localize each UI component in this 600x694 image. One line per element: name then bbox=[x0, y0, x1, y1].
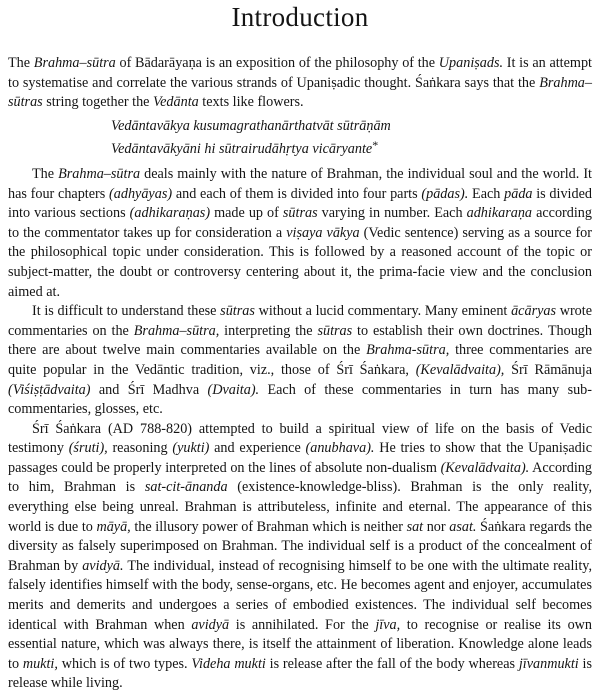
verse-line-1: Vedāntavākya kusumagrathanārthatvāt sūtrāṇām bbox=[111, 117, 391, 134]
italic-term: sat bbox=[406, 518, 424, 535]
text-run: Śrī Śaṅkara (AD 788-820) attempted to build a spiritual view of life on the basis of Vedic testimony bbox=[8, 420, 592, 457]
text-run: Each bbox=[468, 185, 505, 202]
paragraph-1 bbox=[8, 54, 592, 113]
italic-term: avidyā. bbox=[82, 557, 124, 574]
paragraph-4 bbox=[8, 420, 592, 694]
italic-term: jīvanmukti bbox=[518, 655, 579, 672]
text-run: is release after the fall of the body whereas bbox=[265, 655, 519, 672]
italic-term: Upaniṣads. bbox=[438, 55, 504, 71]
italic-term: jīva, bbox=[375, 616, 401, 633]
text-run: interpreting the bbox=[219, 322, 318, 339]
text-run: without a lucid commentary. Many eminent bbox=[254, 303, 512, 320]
italic-term: sat-cit-ānanda bbox=[144, 479, 228, 496]
italic-term: pāda bbox=[504, 185, 533, 202]
italic-term: sūtras bbox=[220, 303, 255, 320]
italic-term: asat. bbox=[449, 518, 477, 535]
text-run: deals mainly with the nature of Brahman, the individual soul and the world. It has four chapters bbox=[8, 165, 593, 202]
italic-term: ācāryas bbox=[511, 303, 556, 320]
text-run: nor bbox=[423, 518, 450, 535]
text-run: varying in number. Each bbox=[317, 205, 467, 222]
verse-line-2 bbox=[111, 136, 592, 160]
text-run: (Vedic sentence) serving as a source for the philosophical topic under consideration. This is followed by a reasoned account of the topic or subject-matter, the doubt or controversy centering about it, the prima-facie view and the conclusion aimed at. bbox=[8, 224, 592, 300]
text-run: Each of these commentaries in turn has many sub- commentaries, glosses, etc. bbox=[8, 381, 592, 418]
italic-term: adhikaraṇa bbox=[466, 205, 533, 222]
italic-term: (adhikaraṇas) bbox=[129, 205, 211, 222]
italic-term: (adhyāyas) bbox=[109, 185, 173, 202]
italic-term: sūtras bbox=[282, 205, 318, 222]
text-run: It is an attempt to systematise and correlate the various strands of Upaniṣadic thought. Śaṅkara says that the bbox=[8, 55, 592, 91]
verse-line-2-text: Vedāntavākyāni hi sūtrairudāhṛtya vicāryante bbox=[111, 141, 373, 158]
italic-term: (Viśiṣṭādvaita) bbox=[8, 381, 91, 398]
italic-term: Brahma–sūtra bbox=[33, 55, 116, 71]
text-run: reasoning bbox=[107, 440, 173, 457]
body-text bbox=[8, 54, 592, 694]
text-run: and experience bbox=[209, 440, 306, 457]
italic-term: sūtras bbox=[317, 322, 353, 339]
text-run: Śrī Rāmānuja bbox=[504, 361, 593, 378]
italic-term: Brahma–sūtra, bbox=[133, 322, 220, 339]
text-run: is annihilated. For the bbox=[229, 616, 376, 633]
text-run: The individual, instead of recognising himself to be one with the ultimate reality, falsely identifies himself with the body, sense-organs, etc. He becomes agent and enjoyer, accumulates merits and demerits and undergoes a series of embodied existences. The individual self becomes identical with Brahman when bbox=[8, 557, 593, 633]
italic-term: Brahma–sūtras bbox=[8, 74, 592, 111]
text-run: He tries to show that the Upaniṣadic passages could be properly interpreted on the lines of absolute non-dualism bbox=[8, 440, 592, 476]
text-run: texts like flowers. bbox=[198, 94, 304, 111]
text-run: (existence-knowledge-bliss). Brahman is the only reality, everything else being unreal. Brahman is attributeless, infinite and eternal. The appearance of this world is due to bbox=[8, 479, 593, 535]
text-run: and each of them is divided into four parts bbox=[172, 185, 422, 202]
italic-term: Vedānta bbox=[153, 94, 199, 111]
text-run: three commentaries are quite popular in the Vedāntic tradition, viz., those of Śrī Śaṅkara, bbox=[8, 342, 592, 378]
italic-term: (pādas). bbox=[421, 185, 469, 202]
page-title: Introduction bbox=[231, 2, 369, 32]
paragraph-2 bbox=[8, 165, 592, 302]
text-run: and Śrī Madhva bbox=[90, 381, 208, 398]
text-run: The bbox=[8, 55, 34, 71]
text-run: made up of bbox=[210, 205, 283, 222]
italic-term: (Kevalādvaita). bbox=[440, 459, 530, 476]
italic-term: (Dvaita). bbox=[207, 381, 260, 398]
text-run: is release while living. bbox=[8, 655, 592, 692]
italic-term: avidyā bbox=[191, 616, 230, 633]
text-run: The bbox=[32, 165, 59, 182]
text-run: According to him, Brahman is bbox=[8, 459, 592, 496]
text-run: is divided into various sections bbox=[8, 185, 592, 222]
italic-term: Brahma-sūtra, bbox=[366, 342, 450, 359]
text-run: which is of two types. bbox=[57, 655, 192, 672]
text-run: Śaṅkara regards the diversity as falsely superimposed on Brahman. The individual self is a product of the concealment of Brahman by bbox=[8, 518, 592, 574]
verse-quote bbox=[111, 117, 592, 160]
text-run: the illusory power of Brahman which is neither bbox=[130, 518, 407, 535]
text-run: It is difficult to understand these bbox=[32, 303, 221, 320]
italic-term: (Kevalādvaita), bbox=[415, 361, 505, 378]
italic-term: Brahma–sūtra bbox=[58, 165, 141, 182]
italic-term: (śruti), bbox=[68, 440, 108, 457]
text-run: string together the bbox=[42, 94, 154, 111]
italic-term: māyā, bbox=[96, 518, 131, 535]
text-run: to establish their own doctrines. Though there are about twelve main commentaries available on the bbox=[8, 322, 592, 359]
paragraph-3 bbox=[8, 302, 592, 420]
italic-term: (anubhava). bbox=[305, 440, 375, 457]
text-run: to recognise or realise its own essential nature, which was always there, is itself the attainment of liberation. Knowledge alone leads to bbox=[8, 616, 593, 672]
italic-term: viṣaya vākya bbox=[286, 224, 360, 241]
italic-term: (yukti) bbox=[172, 440, 210, 457]
italic-term: Videha mukti bbox=[191, 655, 266, 672]
text-run: wrote commentaries on the bbox=[8, 303, 592, 339]
text-run: according to the commentator takes up for consideration a bbox=[8, 205, 592, 241]
text-run: of Bādarāyaṇa is an exposition of the philosophy of the bbox=[115, 55, 439, 71]
footnote-mark: * bbox=[372, 138, 379, 153]
italic-term: mukti, bbox=[22, 655, 58, 672]
